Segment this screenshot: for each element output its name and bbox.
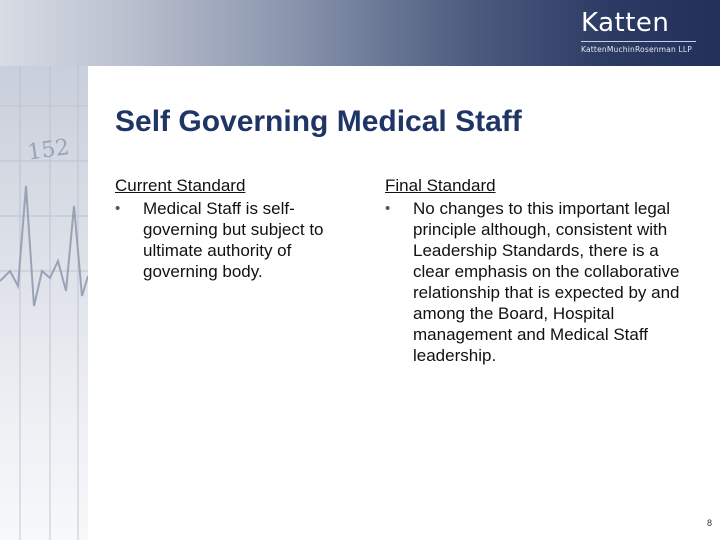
slide-title: Self Governing Medical Staff	[115, 105, 522, 138]
decorative-sidebar-image	[0, 66, 88, 540]
bullet-item	[115, 198, 355, 282]
page-number: 8	[706, 518, 712, 528]
header-banner	[0, 0, 720, 66]
current-standard-heading: Current Standard	[115, 176, 246, 195]
bullet-item	[385, 198, 695, 366]
bullet-text: Medical Staff is self-governing but subject to ultimate authority of governing body.	[143, 199, 324, 281]
final-standard-heading: Final Standard	[385, 176, 496, 195]
brand-subtitle: KattenMuchinRosenman LLP	[581, 45, 693, 54]
current-standard-column	[115, 175, 355, 282]
brand-divider	[581, 41, 696, 42]
bullet-dot: •	[385, 200, 391, 217]
svg-text:152: 152	[26, 134, 72, 166]
bullet-dot: •	[115, 200, 121, 217]
final-standard-column	[385, 175, 695, 366]
brand-name: Katten	[581, 8, 670, 38]
bullet-text: No changes to this important legal principle although, consistent with Leadership Standards, there is a clear emphasis on the collaborative relationship that is expected by and among the Board, Hospital management and Medical Staff leadership.	[413, 199, 680, 365]
ecg-grid-graphic	[0, 66, 88, 540]
brand-logo	[581, 8, 696, 54]
